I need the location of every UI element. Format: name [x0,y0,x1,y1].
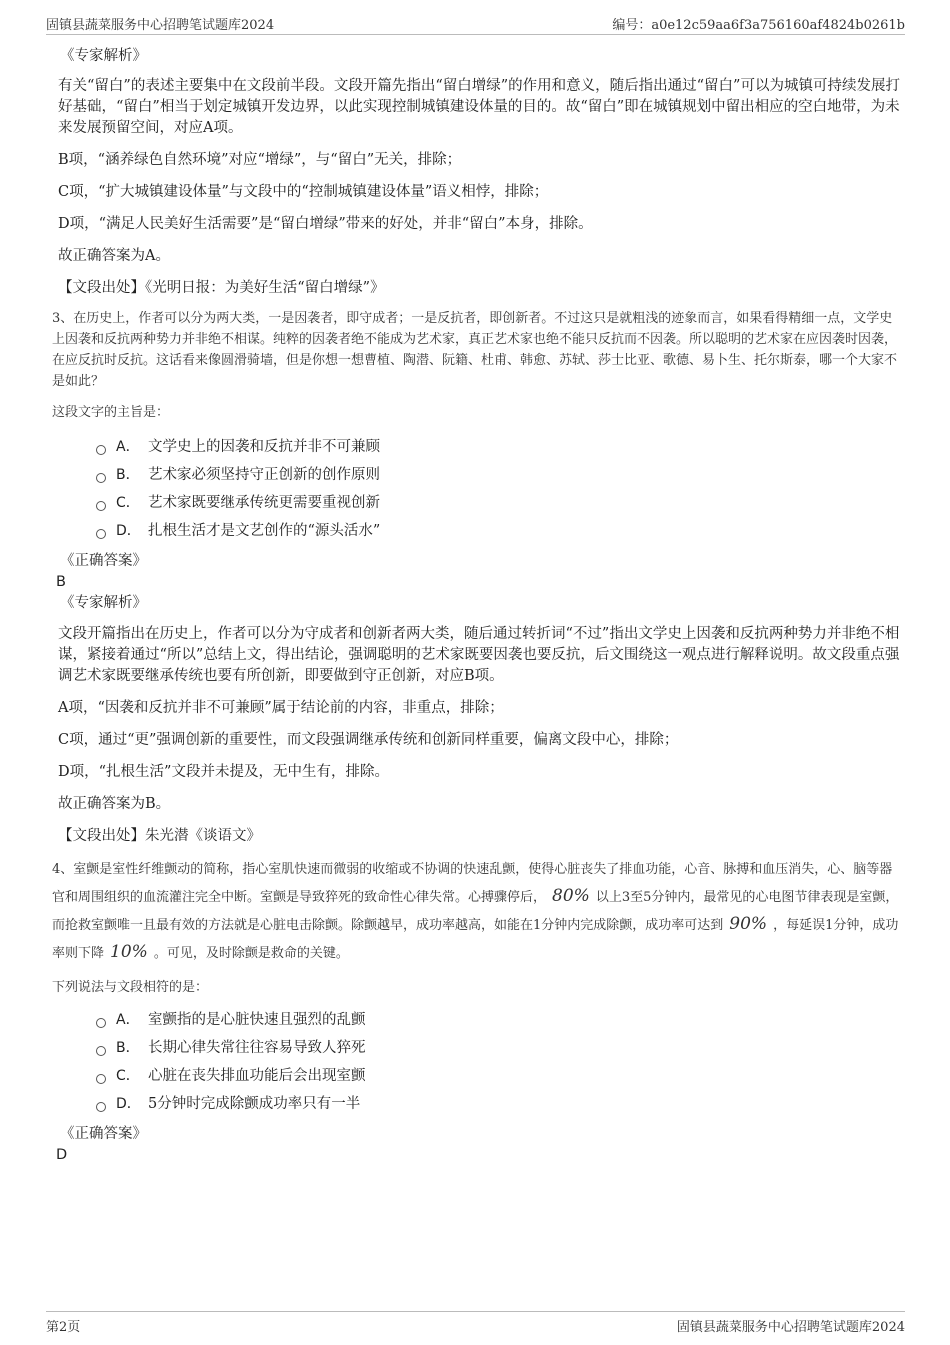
q4-answer: D [56,1147,68,1163]
q2-analysis-p3: C项，“扩大城镇建设体量”与文段中的“控制城镇建设体量”语义相悖，排除； [58,184,549,200]
q3-source: 【文段出处】朱光潜《谈语文》 [58,828,261,844]
q4-answer-label: 《正确答案》 [60,1126,147,1142]
q4-options [56,1006,900,1118]
radio-icon[interactable] [96,1018,106,1028]
q2-source: 【文段出处】《光明日报：为美好生活“留白增绿”》 [58,280,385,296]
q2-analysis-p2: B项，“涵养绿色自然环境”对应“增绿”，与“留白”无关，排除； [58,152,462,168]
page-content [52,46,900,1166]
q3-analysis-p1: 文段开篇指出在历史上，作者可以分为守成者和创新者两大类，随后通过转折词“不过”指出文学史上因袭和反抗两种势力并非绝不相谋，紧接着通过“所以”总结上文，得出结论，强调聪明的艺术家既要因袭也要反抗，后文围绕这一观点进行解释说明。故文段重点强调艺术家既要继承传统也要有所创新，即要做到守正创新，对应B项。 [58,626,900,684]
radio-icon[interactable] [96,473,106,483]
q2-analysis-label: 《专家解析》 [60,48,147,64]
q3-analysis-p4: D项，“扎根生活”文段并未提及，无中生有，排除。 [58,764,389,780]
q2-analysis-p4: D项，“满足人民美好生活需要”是“留白增绿”带来的好处，并非“留白”本身，排除。 [58,216,593,232]
radio-icon[interactable] [96,501,106,511]
q4-option-c[interactable]: C． 心脏在丧失排血功能后会出现室颤 [96,1062,900,1090]
math-10-percent: 10% [110,942,148,962]
q3-analysis-p3: C项，通过“更”强调创新的重要性，而文段强调继承传统和创新同样重要，偏离文段中心，排除； [58,732,679,748]
q4-question: 下列说法与文段相符的是： [52,980,209,995]
q3-conclusion: 故正确答案为B。 [58,796,171,812]
q3-option-b[interactable]: B． 艺术家必须坚持守正创新的创作原则 [96,461,900,489]
math-90-percent: 90% [729,914,768,934]
footer-title: 固镇县蔬菜服务中心招聘笔试题库2024 [676,1320,905,1335]
q2-analysis-p1: 有关“留白”的表述主要集中在文段前半段。文段开篇先指出“留白增绿”的作用和意义，随后指出通过“留白”可以为城镇可持续发展打好基础，“留白”相当于划定城镇开发边界，以此实现控制城镇建设体量的目的。故“留白”即在城镇规划中留出相应的空白地带，为未来发展预留空间，对应A项。 [58,78,900,136]
q3-analysis-label: 《专家解析》 [60,595,147,611]
radio-icon[interactable] [96,1102,106,1112]
page-header [46,14,905,35]
q3-answer-label: 《正确答案》 [60,553,147,569]
math-80-percent: 80% [552,886,590,906]
q3-option-c[interactable]: C． 艺术家既要继承传统更需要重视创新 [96,489,900,517]
header-doc-id: 编号：a0e12c59aa6f3a756160af4824b0261b [612,18,905,33]
page-number: 第2页 [46,1320,81,1335]
q2-conclusion: 故正确答案为A。 [58,248,170,264]
q3-question: 这段文字的主旨是： [52,405,170,420]
radio-icon[interactable] [96,1074,106,1084]
q4-option-a[interactable]: A． 室颤指的是心脏快速且强烈的乱颤 [96,1006,900,1034]
radio-icon[interactable] [96,1046,106,1056]
q3-option-d[interactable]: D． 扎根生活才是文艺创作的“源头活水” [96,517,900,545]
page-footer [46,1311,905,1334]
q4-passage: 4、室颤是室性纤维颤动的简称，指心室肌快速而微弱的收缩或不协调的快速乱颤，使得心脏丧失了排血功能，心音、脉搏和血压消失，心、脑等器官和周围组织的血流灌注完全中断。室颤是导致猝死的致命性心律失常。心搏骤停后， 80% 以上3至5分钟内，最常见的心电图节律表现是室颤，而抢救室颤唯一且最有效的方法就是心脏电击除颤。除颤越早，成功率越高，如能在1分钟内完成除颤，成功率可达到 90% ，每延误1分钟，成功率则下降 10% 。可见，及时除颤是救命的关键。 [52,862,899,962]
radio-icon[interactable] [96,529,106,539]
radio-icon[interactable] [96,445,106,455]
q4-option-d[interactable]: D． 5分钟时完成除颤成功率只有一半 [96,1090,900,1118]
q3-analysis-p2: A项，“因袭和反抗并非不可兼顾”属于结论前的内容，非重点，排除； [58,700,504,716]
q3-option-a[interactable]: A． 文学史上的因袭和反抗并非不可兼顾 [96,433,900,461]
header-title: 固镇县蔬菜服务中心招聘笔试题库2024 [46,18,275,33]
q3-options [56,433,900,545]
q4-option-b[interactable]: B． 长期心律失常往往容易导致人猝死 [96,1034,900,1062]
q3-answer: B [56,574,66,590]
q3-passage: 3、在历史上，作者可以分为两大类，一是因袭者，即守成者；一是反抗者，即创新者。不过这只是就粗浅的迹象而言，如果看得精细一点，文学史上因袭和反抗两种势力并非绝不相谋。纯粹的因袭者绝不能成为艺术家，真正艺术家也绝不能只反抗而不因袭。所以聪明的艺术家在应因袭时因袭，在应反抗时反抗。这话看来像圆滑骑墙，但是你想一想曹植、陶潜、阮籍、杜甫、韩愈、苏轼、莎士比亚、歌德、易卜生、托尔斯泰，哪一个大家不是如此？ [52,311,898,389]
